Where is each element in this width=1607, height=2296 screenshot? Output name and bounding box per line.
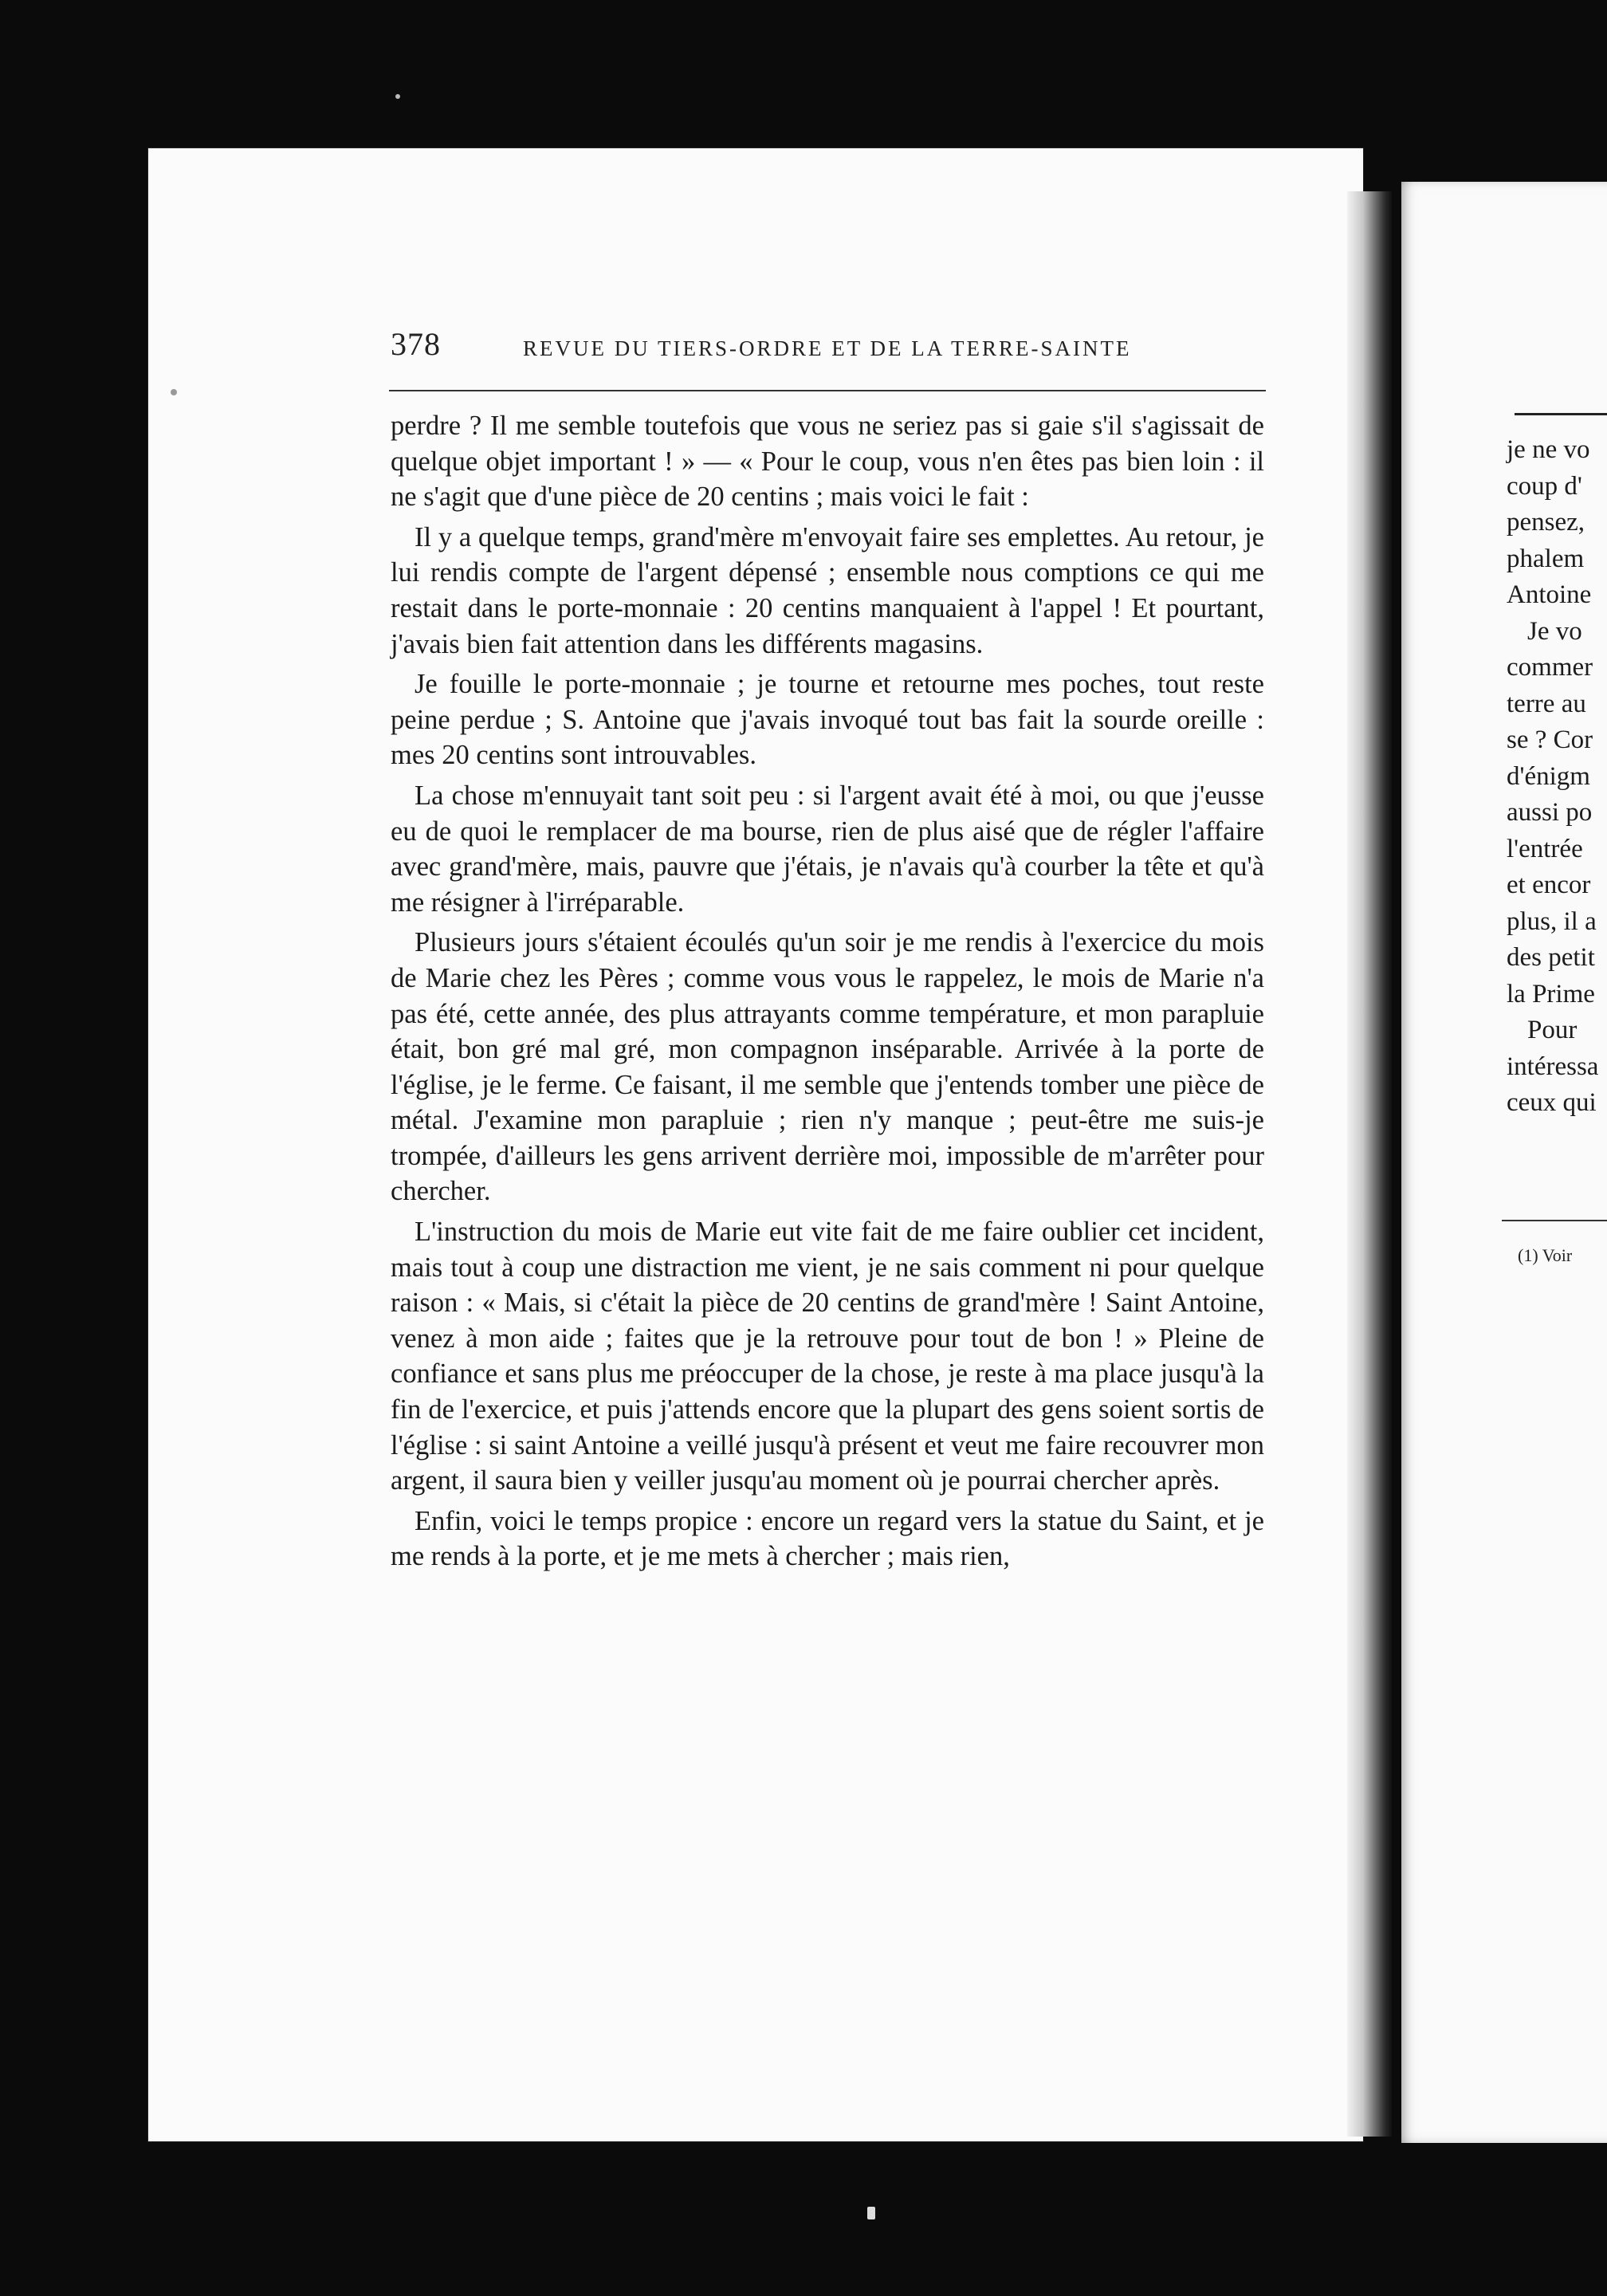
right-line: phalem [1507, 544, 1585, 573]
right-line: des petit [1507, 943, 1595, 972]
paragraph-2: Il y a quelque temps, grand'mère m'envoyait faire ses emplettes. Au retour, je lui rendis compte de l'argent dépensé ; ensemble nous comptions ce qui me restait dans le porte-monnaie : 20 centins manquaient à l'appel ! Et pourtant, j'avais bien fait attention dans les différents magasins. [391, 521, 1264, 659]
right-line: Je vo [1527, 616, 1582, 646]
right-line: Pour [1527, 1016, 1578, 1044]
right-line: aussi po [1507, 798, 1593, 827]
footnote: (1) Voir [1518, 1245, 1573, 1265]
dust-speck [867, 2207, 875, 2219]
paragraph-5: Plusieurs jours s'étaient écoulés qu'un soir je me rendis à l'exercice du mois de Marie chez les Pères ; comme vous vous le rappelez, le mois de Marie n'a pas été, cette année, des plus attrayants comme température, et mon parapluie était, bon gré mal gré, mon compagnon inséparable. Arrivée à la porte de l'église, je le ferme. Ce faisant, il me semble que j'entends tomber une pièce de métal. J'examine mon parapluie ; rien n'y manque ; peut-être me suis-je trompée, d'ailleurs les gens arrivent derrière moi, impossible de m'arrêter pour chercher. [391, 927, 1264, 1207]
right-page-text [1507, 432, 1607, 1122]
paragraph-3: Je fouille le porte-monnaie ; je tourne et retourne mes poches, tout reste peine perdue ; S. Antoine que j'avais invoqué tout bas fait la sourde oreille : mes 20 centins sont introuvables. [391, 669, 1264, 771]
paragraph-7: Enfin, voici le temps propice : encore un regard vers la statue du Saint, et je me rends à la porte, et je me mets à chercher ; mais rien, [391, 1505, 1264, 1572]
book-gutter [1347, 191, 1392, 2137]
dust-speck [395, 94, 400, 99]
page-header [391, 325, 1267, 373]
right-line: je ne vo [1507, 435, 1590, 464]
right-line: intéressa [1507, 1052, 1599, 1081]
right-line: pensez, [1507, 508, 1585, 537]
dust-speck [171, 389, 177, 395]
right-line: plus, il a [1507, 906, 1597, 936]
right-line: et encor [1507, 871, 1591, 899]
header-rule [389, 390, 1266, 391]
right-line: la Prime [1507, 979, 1595, 1008]
right-line: coup d' [1507, 471, 1582, 501]
right-line: d'énigm [1507, 761, 1590, 791]
paragraph-1: perdre ? Il me semble toutefois que vous ne seriez pas si gaie s'il s'agissait de quelque objet important ! » — « Pour le coup, vous n'en êtes pas bien loin : il ne s'agit que d'une pièce de 20 centins ; mais voici le fait : [391, 411, 1264, 513]
right-line: commer [1507, 653, 1593, 682]
right-line: ceux qui [1507, 1088, 1597, 1117]
right-line: l'entrée [1507, 834, 1583, 863]
right-line: Antoine [1507, 580, 1592, 609]
paragraph-6: L'instruction du mois de Marie eut vite fait de me faire oublier cet incident, mais tout à coup une distraction me vient, je ne sais comment ni pour quelque raison : « Mais, si c'était la pièce de 20 centins de grand'mère ! Saint Antoine, venez à mon aide ; faites que je la retrouve pour tout de bon ! » Pleine de confiance et sans plus me préoccuper de la chose, je reste à ma place jusqu'à la fin de l'exercice, et puis j'attends encore que la plupart des gens soient sortis de l'église : si saint Antoine a veillé jusqu'à présent et veut me faire recouvrer mon argent, il saura bien y veiller jusqu'au moment où je pourrai chercher après. [391, 1217, 1264, 1496]
running-title: REVUE DU TIERS-ORDRE ET DE LA TERRE-SAINTE [523, 336, 1132, 360]
right-line: terre au [1507, 689, 1586, 718]
paragraph-4: La chose m'ennuyait tant soit peu : si l'argent avait été à moi, ou que j'eusse eu de quoi le remplacer de ma bourse, rien de plus aisé que de régler l'affaire avec grand'mère, mais, pauvre que j'étais, je n'avais qu'à courber la tête et qu'à me résigner à l'irréparable. [391, 780, 1264, 918]
page-number: 378 [391, 326, 441, 362]
footnote-rule [1502, 1220, 1607, 1221]
body-text [391, 408, 1264, 1575]
right-page-top-rule [1515, 413, 1607, 415]
right-line: se ? Cor [1507, 725, 1593, 754]
